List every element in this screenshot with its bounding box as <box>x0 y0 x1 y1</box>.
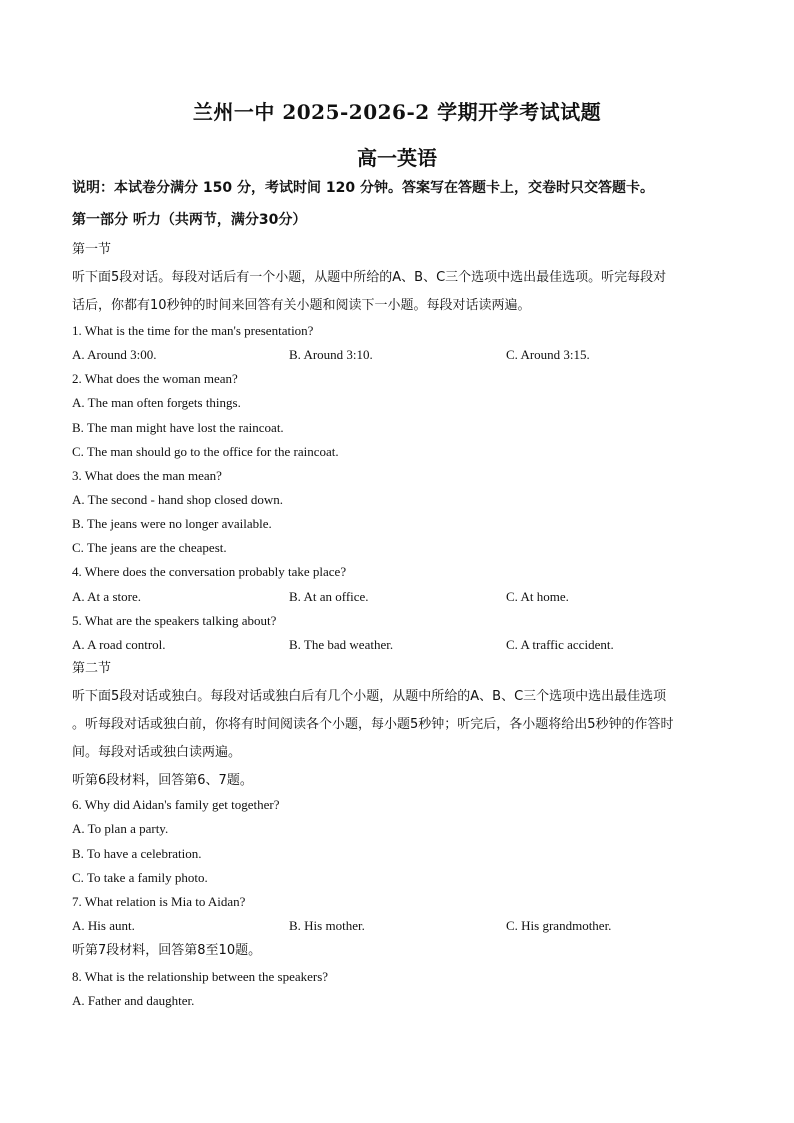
question-1-option-b: B. Around 3:10. <box>289 347 373 362</box>
question-7-stem: 7. What relation is Mia to Aidan? <box>72 894 246 909</box>
question-6-stem: 6. Why did Aidan's family get together? <box>72 797 280 812</box>
section2-instruction-line2: 。听每段对话或独白前，你将有时间阅读各个小题，每小题5秒钟；听完后，各小题将给出5秒钟的作答时 <box>72 717 674 732</box>
question-4-stem: 4. Where does the conversation probably take place? <box>72 564 347 579</box>
question-5-option-c: C. A traffic accident. <box>506 637 614 652</box>
question-7-option-b: B. His mother. <box>289 918 365 933</box>
question-3-option-c: C. The jeans are the cheapest. <box>72 540 227 555</box>
question-3-option-a: A. The second - hand shop closed down. <box>72 492 283 507</box>
material-7-note: 听第7段材料，回答第8至10题。 <box>72 943 262 958</box>
question-1-stem: 1. What is the time for the man's presentation? <box>72 323 314 338</box>
question-3-stem: 3. What does the man mean? <box>72 468 222 483</box>
exam-subtitle: 高一英语 <box>357 146 437 170</box>
exam-title: 兰州一中 2025-2026-2 学期开学考试试题 <box>192 100 602 124</box>
section1-instruction-line2: 话后，你都有10秒钟的时间来回答有关小题和阅读下一小题。每段对话读两遍。 <box>72 298 531 313</box>
question-3-option-b: B. The jeans were no longer available. <box>72 516 272 531</box>
section2-heading: 第二节 <box>72 661 112 676</box>
exam-note: 说明：本试卷分满分 150 分，考试时间 120 分钟。答案写在答题卡上，交卷时只交答题卡。 <box>72 180 654 196</box>
question-1-option-c: C. Around 3:15. <box>506 347 590 362</box>
section1-instruction-line1: 听下面5段对话。每段对话后有一个小题，从题中所给的A、B、C三个选项中选出最佳选项。听完每段对 <box>72 270 667 285</box>
question-8-stem: 8. What is the relationship between the speakers? <box>72 969 329 984</box>
question-1-option-a: A. Around 3:00. <box>72 347 157 362</box>
question-8-option-a: A. Father and daughter. <box>72 993 195 1008</box>
question-4-option-b: B. At an office. <box>289 589 369 604</box>
section1-heading: 第一节 <box>72 242 112 257</box>
question-7-option-c: C. His grandmother. <box>506 918 612 933</box>
question-2-option-b: B. The man might have lost the raincoat. <box>72 420 284 435</box>
question-2-option-a: A. The man often forgets things. <box>72 395 241 410</box>
question-2-option-c: C. The man should go to the office for the raincoat. <box>72 444 339 459</box>
question-6-option-c: C. To take a family photo. <box>72 870 208 885</box>
part1-title: 第一部分 听力（共两节，满分30分） <box>72 212 307 228</box>
question-5-stem: 5. What are the speakers talking about? <box>72 613 277 628</box>
question-5-option-a: A. A road control. <box>72 637 166 652</box>
section2-instruction-line1: 听下面5段对话或独白。每段对话或独白后有几个小题，从题中所给的A、B、C三个选项中选出最佳选项 <box>72 689 667 704</box>
question-7-option-a: A. His aunt. <box>72 918 135 933</box>
material-6-note: 听第6段材料，回答第6、7题。 <box>72 773 253 788</box>
question-2-stem: 2. What does the woman mean? <box>72 371 238 386</box>
question-5-option-b: B. The bad weather. <box>289 637 394 652</box>
question-4-option-a: A. At a store. <box>72 589 141 604</box>
question-6-option-a: A. To plan a party. <box>72 821 169 836</box>
question-6-option-b: B. To have a celebration. <box>72 846 202 861</box>
section2-instruction-line3: 间。每段对话或独白读两遍。 <box>72 745 242 760</box>
question-4-option-c: C. At home. <box>506 589 569 604</box>
